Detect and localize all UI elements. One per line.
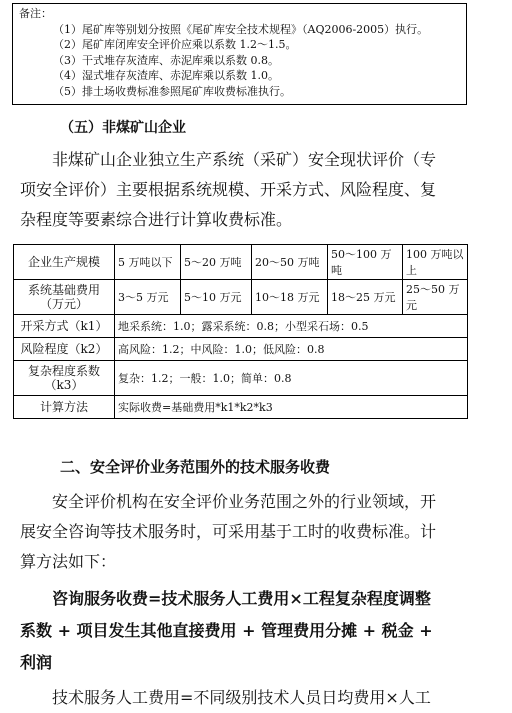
table-row bbox=[14, 396, 468, 419]
intro-line: 非煤矿山企业独立生产系统（采矿）安全现状评价（专 bbox=[52, 150, 437, 169]
formula-line: 咨询服务收费=技术服务人工费用×工程复杂程度调整 bbox=[52, 589, 431, 608]
formula-paragraph bbox=[20, 583, 480, 679]
section-heading-2: 二、安全评价业务范围外的技术服务收费 bbox=[60, 458, 331, 476]
table-cell: 3～5 万元 bbox=[115, 280, 181, 315]
table-cell: 5～10 万元 bbox=[181, 280, 252, 315]
formula-line: 利润 bbox=[20, 653, 53, 672]
table-cell: 18～25 万元 bbox=[328, 280, 403, 315]
table-cell: 地采系统：1.0；露采系统：0.8；小型采石场：0.5 bbox=[115, 315, 468, 338]
table-cell: 10～18 万元 bbox=[252, 280, 328, 315]
table-row bbox=[14, 280, 468, 315]
note-line: （1）尾矿库等别划分按照《尾矿库安全技术规程》（AQ2006-2005）执行。 bbox=[53, 22, 429, 36]
table-row bbox=[14, 361, 468, 396]
intro-line: 杂程度等要素综合进行计算收费标准。 bbox=[20, 210, 293, 229]
table-cell: 风险程度（k2） bbox=[14, 338, 115, 361]
table-row bbox=[14, 338, 468, 361]
table-cell: 系统基础费用（万元） bbox=[14, 280, 115, 315]
table-cell: 25～50 万元 bbox=[403, 280, 468, 315]
note-line: （5）排土场收费标准参照尾矿库收费标准执行。 bbox=[53, 84, 291, 98]
fee-table bbox=[13, 244, 468, 419]
table-cell: 企业生产规模 bbox=[14, 245, 115, 280]
body-paragraph bbox=[20, 487, 480, 577]
intro-paragraph bbox=[20, 145, 480, 235]
table-cell: 开采方式（k1） bbox=[14, 315, 115, 338]
table-row bbox=[14, 245, 468, 280]
notes-box bbox=[12, 3, 467, 105]
table-cell: 20～50 万吨 bbox=[252, 245, 328, 280]
table-cell: 5 万吨以下 bbox=[115, 245, 181, 280]
note-line: （4）湿式堆存灰渣库、赤泥库乘以系数 1.0。 bbox=[53, 69, 279, 83]
last-line: 技术服务人工费用=不同级别技术人员日均费用×人工 bbox=[52, 688, 431, 707]
table-cell: 100 万吨以上 bbox=[403, 245, 468, 280]
body-line: 安全评价机构在安全评价业务范围之外的行业领域，开 bbox=[52, 492, 437, 511]
table-cell: 复杂程度系数（k3） bbox=[14, 361, 115, 396]
formula-line: 系数 + 项目发生其他直接费用 + 管理费用分摊 + 税金 + bbox=[20, 621, 433, 640]
table-row bbox=[14, 315, 468, 338]
note-line: （3）干式堆存灰渣库、赤泥库乘以系数 0.8。 bbox=[53, 53, 279, 67]
table-cell: 高风险：1.2；中风险：1.0；低风险：0.8 bbox=[115, 338, 468, 361]
intro-line: 项安全评价）主要根据系统规模、开采方式、风险程度、复 bbox=[20, 180, 437, 199]
body-line: 算方法如下： bbox=[20, 552, 117, 571]
table-cell: 实际收费=基础费用*k1*k2*k3 bbox=[115, 396, 468, 419]
table-cell: 计算方法 bbox=[14, 396, 115, 419]
note-line: （2）尾矿库闭库安全评价应乘以系数 1.2～1.5。 bbox=[53, 38, 297, 52]
table-cell: 复杂：1.2；一般：1.0；简单：0.8 bbox=[115, 361, 468, 396]
body-line: 展安全咨询等技术服务时，可采用基于工时的收费标准。计 bbox=[20, 522, 437, 541]
section-heading-5: （五）非煤矿山企业 bbox=[60, 120, 186, 136]
table-cell: 5～20 万吨 bbox=[181, 245, 252, 280]
notes-title: 备注： bbox=[19, 7, 52, 20]
table-cell: 50～100 万吨 bbox=[328, 245, 403, 280]
